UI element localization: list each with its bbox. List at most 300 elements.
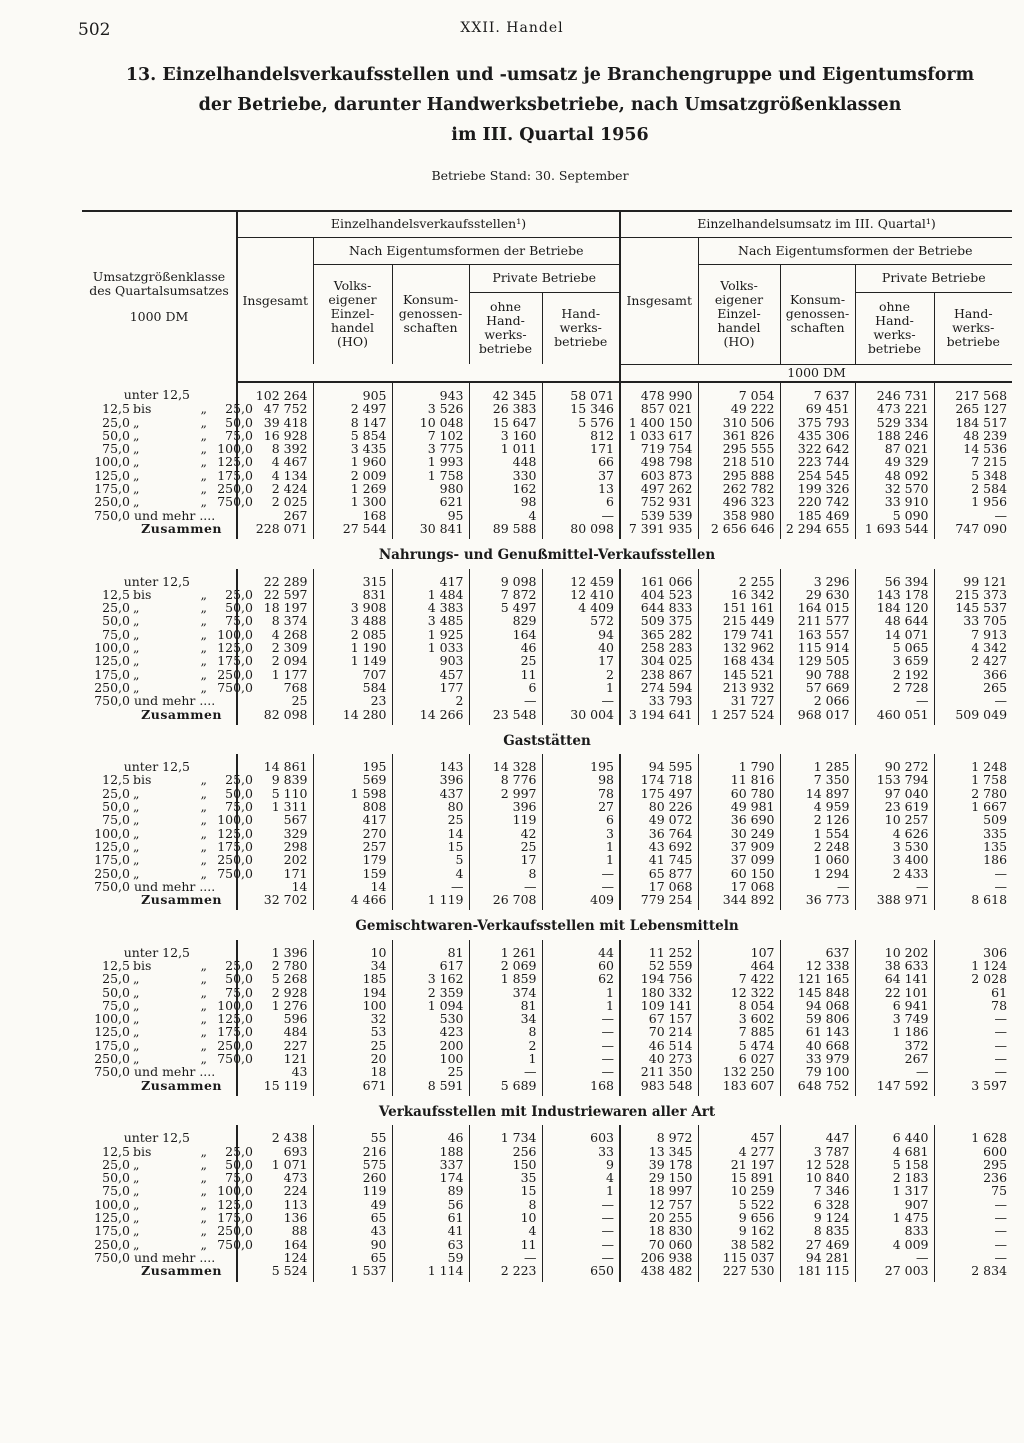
cell-insgesamt: 25 xyxy=(237,694,313,707)
cell-konsum: 80 xyxy=(392,800,469,813)
header-text: werks- xyxy=(484,327,527,343)
cell-umsatz-ohne-handwerk: 49 329 xyxy=(855,455,934,468)
cell-insgesamt: 2 094 xyxy=(237,654,313,667)
table-row xyxy=(82,668,1012,681)
cell-umsatz-handwerk: 184 517 xyxy=(934,416,1012,429)
cell-umsatz-konsum: 10 840 xyxy=(780,1171,855,1184)
cell-handwerk: — xyxy=(542,1039,620,1052)
cell-insgesamt: 768 xyxy=(237,681,313,694)
cell-umsatz-konsum: 322 642 xyxy=(780,442,855,455)
cell-umsatz-handwerk: 1 248 xyxy=(934,754,1012,773)
cell-handwerk: 37 xyxy=(542,469,620,482)
cell-umsatz-handwerk: 335 xyxy=(934,827,1012,840)
label-from: 750,0 xyxy=(94,1064,130,1080)
cell-umsatz-volkseigen: 17 068 xyxy=(698,880,780,893)
row-label-unit: 1000 DM xyxy=(129,309,189,324)
size-class-label xyxy=(82,1011,253,1027)
cell-umsatz-ohne-handwerk: 3 530 xyxy=(855,840,934,853)
label-from: 50,0 xyxy=(102,613,130,629)
header-verkaufsstellen: Einzelhandelsverkaufsstellen¹) xyxy=(237,211,620,237)
cell-umsatz-insgesamt: 70 060 xyxy=(620,1238,698,1251)
cell-ohne-handwerk: 8 xyxy=(469,1198,542,1211)
cell-umsatz-konsum: 69 451 xyxy=(780,402,855,415)
table-row-total xyxy=(82,522,1012,539)
header-text: Hand- xyxy=(875,313,914,328)
size-class-label xyxy=(82,893,237,910)
cell-insgesamt: 267 xyxy=(237,509,313,522)
cell-umsatz-handwerk: 2 584 xyxy=(934,482,1012,495)
cell-umsatz-insgesamt: 17 068 xyxy=(620,880,698,893)
cell-insgesamt: 2 025 xyxy=(237,495,313,508)
cell-volkseigen: 1 269 xyxy=(313,482,392,495)
title-line-1: 13. Einzelhandelsverkaufsstellen und -umsatz je Branchengruppe und Eigentumsform xyxy=(125,65,975,85)
cell-volkseigen: 1 598 xyxy=(313,787,392,800)
label-from: 75,0 xyxy=(102,1183,130,1199)
table-row xyxy=(82,1171,1012,1184)
label-bis: „ xyxy=(133,785,140,801)
cell-umsatz-konsum: 254 545 xyxy=(780,469,855,482)
cell-umsatz-volkseigen: 213 932 xyxy=(698,681,780,694)
section-title: Gemischtwaren-Verkaufsstellen mit Lebensmitteln xyxy=(355,918,739,935)
label-bis: bis xyxy=(133,1143,152,1159)
cell-konsum: 89 xyxy=(392,1184,469,1197)
cell-volkseigen: 569 xyxy=(313,773,392,786)
cell-umsatz-ohne-handwerk: 2 433 xyxy=(855,867,934,880)
cell-umsatz-insgesamt: 497 262 xyxy=(620,482,698,495)
label-zusammen: Zusammen xyxy=(141,1077,222,1093)
cell-ohne-handwerk: 89 588 xyxy=(469,522,542,539)
cell-insgesamt: 228 071 xyxy=(237,522,313,539)
cell-umsatz-ohne-handwerk: 1 317 xyxy=(855,1184,934,1197)
cell-umsatz-konsum: 7 346 xyxy=(780,1184,855,1197)
label-to: 75,0 xyxy=(225,613,253,629)
cell-handwerk: 66 xyxy=(542,455,620,468)
cell-umsatz-volkseigen: 16 342 xyxy=(698,588,780,601)
header-text: betriebe xyxy=(867,341,922,356)
cell-umsatz-insgesamt: 194 756 xyxy=(620,972,698,985)
cell-insgesamt: 1 071 xyxy=(237,1158,313,1171)
cell-ohne-handwerk: 81 xyxy=(469,999,542,1012)
cell-handwerk: 6 xyxy=(542,813,620,826)
cell-volkseigen: 3 435 xyxy=(313,442,392,455)
cell-konsum: 25 xyxy=(392,1065,469,1078)
cell-volkseigen: 808 xyxy=(313,800,392,813)
label-to: 25,0 xyxy=(225,957,253,973)
cell-umsatz-handwerk: 33 705 xyxy=(934,614,1012,627)
cell-umsatz-volkseigen: 49 981 xyxy=(698,800,780,813)
cell-umsatz-ohne-handwerk: 5 065 xyxy=(855,641,934,654)
cell-umsatz-handwerk: — xyxy=(934,1065,1012,1078)
table-row xyxy=(82,880,1012,893)
size-class-label xyxy=(82,1143,253,1159)
label-ditto: „ xyxy=(200,653,207,669)
cell-volkseigen: 270 xyxy=(313,827,392,840)
cell-umsatz-konsum: 223 744 xyxy=(780,455,855,468)
header-text: genossen- xyxy=(785,306,850,321)
cell-umsatz-konsum: 637 xyxy=(780,940,855,959)
cell-umsatz-handwerk: 509 049 xyxy=(934,708,1012,725)
label-zusammen: Zusammen xyxy=(141,706,222,722)
label-from: 25,0 xyxy=(102,414,130,430)
cell-umsatz-insgesamt: 175 497 xyxy=(620,787,698,800)
cell-ohne-handwerk: 119 xyxy=(469,813,542,826)
cell-umsatz-volkseigen: 361 826 xyxy=(698,429,780,442)
cell-umsatz-volkseigen: 132 962 xyxy=(698,641,780,654)
cell-umsatz-handwerk: — xyxy=(934,1025,1012,1038)
section-title: Gaststätten xyxy=(503,732,591,749)
label-from: 250,0 xyxy=(94,1051,130,1067)
cell-umsatz-konsum: 12 528 xyxy=(780,1158,855,1171)
cell-volkseigen: 257 xyxy=(313,840,392,853)
cell-konsum: 63 xyxy=(392,1238,469,1251)
cell-umsatz-volkseigen: 11 816 xyxy=(698,773,780,786)
cell-handwerk: — xyxy=(542,1238,620,1251)
cell-umsatz-handwerk: 600 xyxy=(934,1145,1012,1158)
label-bis: „ xyxy=(133,626,140,642)
running-head: XXII. Handel xyxy=(460,20,564,36)
table-row xyxy=(82,1125,1012,1144)
cell-konsum: 143 xyxy=(392,754,469,773)
cell-umsatz-insgesamt: 43 692 xyxy=(620,840,698,853)
label-ditto: „ xyxy=(200,626,207,642)
cell-umsatz-ohne-handwerk: 388 971 xyxy=(855,893,934,910)
cell-umsatz-insgesamt: 7 391 935 xyxy=(620,522,698,539)
label-to: 750,0 xyxy=(217,1236,253,1252)
cell-volkseigen: 49 xyxy=(313,1198,392,1211)
cell-umsatz-handwerk: 509 xyxy=(934,813,1012,826)
cell-umsatz-handwerk: 747 090 xyxy=(934,522,1012,539)
cell-umsatz-ohne-handwerk: 97 040 xyxy=(855,787,934,800)
size-class-label xyxy=(82,838,253,854)
cell-umsatz-insgesamt: 752 931 xyxy=(620,495,698,508)
cell-umsatz-konsum: 36 773 xyxy=(780,893,855,910)
cell-volkseigen: 707 xyxy=(313,668,392,681)
label-bis: „ xyxy=(133,1196,140,1212)
cell-volkseigen: 14 280 xyxy=(313,708,392,725)
cell-umsatz-ohne-handwerk: 23 619 xyxy=(855,800,934,813)
cell-umsatz-konsum: 185 469 xyxy=(780,509,855,522)
table-row xyxy=(82,1025,1012,1038)
cell-umsatz-volkseigen: 115 037 xyxy=(698,1251,780,1264)
cell-umsatz-volkseigen: 151 161 xyxy=(698,601,780,614)
cell-ohne-handwerk: 11 xyxy=(469,1238,542,1251)
cell-umsatz-konsum: 2 294 655 xyxy=(780,522,855,539)
cell-umsatz-volkseigen: 107 xyxy=(698,940,780,959)
cell-handwerk: 3 xyxy=(542,827,620,840)
cell-umsatz-konsum: 1 060 xyxy=(780,853,855,866)
cell-konsum: 14 xyxy=(392,827,469,840)
cell-umsatz-handwerk: 7 215 xyxy=(934,455,1012,468)
size-class-label xyxy=(82,1024,253,1040)
size-class-label xyxy=(82,509,237,522)
label-bis: „ xyxy=(133,799,140,815)
cell-umsatz-insgesamt: 94 595 xyxy=(620,754,698,773)
size-class-label xyxy=(82,586,253,602)
table-row xyxy=(82,1039,1012,1052)
table-row xyxy=(82,509,1012,522)
cell-konsum: 177 xyxy=(392,681,469,694)
cell-umsatz-ohne-handwerk: 4 009 xyxy=(855,1238,934,1251)
cell-ohne-handwerk: 17 xyxy=(469,853,542,866)
cell-volkseigen: 1 190 xyxy=(313,641,392,654)
cell-konsum: 423 xyxy=(392,1025,469,1038)
cell-umsatz-insgesamt: 180 332 xyxy=(620,986,698,999)
cell-umsatz-ohne-handwerk: 4 626 xyxy=(855,827,934,840)
label-to: 50,0 xyxy=(225,1156,253,1172)
header-text: betriebe xyxy=(946,334,1000,349)
cell-umsatz-handwerk: — xyxy=(934,1211,1012,1224)
cell-umsatz-konsum: 90 788 xyxy=(780,668,855,681)
cell-umsatz-insgesamt: 719 754 xyxy=(620,442,698,455)
label-bis: „ xyxy=(133,997,140,1013)
header-konsum-left xyxy=(392,264,469,364)
cell-volkseigen: 23 xyxy=(313,694,392,707)
label-to: 50,0 xyxy=(225,971,253,987)
cell-ohne-handwerk: 448 xyxy=(469,455,542,468)
cell-umsatz-ohne-handwerk: 27 003 xyxy=(855,1264,934,1281)
cell-umsatz-volkseigen: 145 521 xyxy=(698,668,780,681)
cell-handwerk: — xyxy=(542,1025,620,1038)
label-bis: „ xyxy=(133,838,140,854)
cell-umsatz-handwerk: 135 xyxy=(934,840,1012,853)
label-ditto: „ xyxy=(200,1223,207,1239)
header-insgesamt-right: Insgesamt xyxy=(620,237,698,364)
header-nach-eigentumsformen-right: Nach Eigentumsformen der Betriebe xyxy=(698,237,1012,264)
cell-umsatz-ohne-handwerk: 267 xyxy=(855,1052,934,1065)
cell-handwerk: — xyxy=(542,1224,620,1237)
size-class-label xyxy=(82,694,237,707)
label-from: 750,0 xyxy=(94,878,130,894)
label-to: 75,0 xyxy=(225,1170,253,1186)
cell-umsatz-ohne-handwerk: 529 334 xyxy=(855,416,934,429)
cell-konsum: 2 xyxy=(392,694,469,707)
cell-umsatz-ohne-handwerk: 6 941 xyxy=(855,999,934,1012)
cell-umsatz-insgesamt: 41 745 xyxy=(620,853,698,866)
label-bis: „ xyxy=(133,467,140,483)
header-text: genossen- xyxy=(398,306,463,322)
cell-volkseigen: 18 xyxy=(313,1065,392,1078)
cell-insgesamt: 18 197 xyxy=(237,601,313,614)
cell-umsatz-konsum: 220 742 xyxy=(780,495,855,508)
label-zusammen: Zusammen xyxy=(141,520,222,536)
cell-umsatz-ohne-handwerk: 38 633 xyxy=(855,959,934,972)
label-ditto: „ xyxy=(200,1196,207,1212)
cell-konsum: 417 xyxy=(392,569,469,588)
stand-note: Betriebe Stand: 30. September xyxy=(431,168,629,183)
size-class-label xyxy=(82,569,237,588)
label-from: 75,0 xyxy=(102,997,130,1013)
label-ditto: „ xyxy=(200,1236,207,1252)
cell-umsatz-konsum: 1 285 xyxy=(780,754,855,773)
label-to: 75,0 xyxy=(225,427,253,443)
table-row-total xyxy=(82,1264,1012,1281)
cell-ohne-handwerk: 25 xyxy=(469,840,542,853)
table-row xyxy=(82,569,1012,588)
cell-umsatz-konsum: 79 100 xyxy=(780,1065,855,1078)
label-ditto: „ xyxy=(200,1011,207,1027)
cell-handwerk: — xyxy=(542,1211,620,1224)
cell-umsatz-handwerk: — xyxy=(934,1224,1012,1237)
label-to: 175,0 xyxy=(217,467,253,483)
cell-umsatz-konsum: 115 914 xyxy=(780,641,855,654)
table-row xyxy=(82,773,1012,786)
size-class-label xyxy=(82,1037,253,1053)
cell-insgesamt: 121 xyxy=(237,1052,313,1065)
cell-konsum: 1 094 xyxy=(392,999,469,1012)
cell-insgesamt: 1 177 xyxy=(237,668,313,681)
table-row xyxy=(82,455,1012,468)
cell-konsum: 1 119 xyxy=(392,893,469,910)
cell-insgesamt: 202 xyxy=(237,853,313,866)
cell-konsum: 5 xyxy=(392,853,469,866)
cell-umsatz-handwerk: 1 667 xyxy=(934,800,1012,813)
cell-umsatz-insgesamt: 12 757 xyxy=(620,1198,698,1211)
size-class-label xyxy=(82,522,237,539)
cell-ohne-handwerk: 3 160 xyxy=(469,429,542,442)
cell-umsatz-ohne-handwerk: 10 257 xyxy=(855,813,934,826)
label-bis: bis xyxy=(133,772,152,788)
cell-umsatz-handwerk: 217 568 xyxy=(934,382,1012,402)
cell-ohne-handwerk: 11 xyxy=(469,668,542,681)
label-unter: unter 12,5 xyxy=(123,944,190,960)
cell-umsatz-konsum: 7 637 xyxy=(780,382,855,402)
cell-ohne-handwerk: 374 xyxy=(469,986,542,999)
cell-umsatz-handwerk: 215 373 xyxy=(934,588,1012,601)
header-nach-eigentumsformen-left: Nach Eigentumsformen der Betriebe xyxy=(313,237,620,264)
label-to: 250,0 xyxy=(217,481,253,497)
header-text: handel xyxy=(331,320,374,336)
label-to: 100,0 xyxy=(217,441,253,457)
label-bis: „ xyxy=(133,494,140,510)
cell-insgesamt: 567 xyxy=(237,813,313,826)
cell-umsatz-ohne-handwerk: 2 192 xyxy=(855,668,934,681)
label-bis: „ xyxy=(133,679,140,695)
cell-konsum: 4 383 xyxy=(392,601,469,614)
cell-umsatz-handwerk: 78 xyxy=(934,999,1012,1012)
cell-umsatz-handwerk: 295 xyxy=(934,1158,1012,1171)
cell-umsatz-volkseigen: 8 054 xyxy=(698,999,780,1012)
cell-umsatz-insgesamt: 13 345 xyxy=(620,1145,698,1158)
cell-umsatz-konsum: 4 959 xyxy=(780,800,855,813)
label-ditto: „ xyxy=(200,401,207,417)
cell-handwerk: 5 576 xyxy=(542,416,620,429)
cell-ohne-handwerk: 46 xyxy=(469,641,542,654)
cell-umsatz-konsum: 40 668 xyxy=(780,1039,855,1052)
cell-volkseigen: 5 854 xyxy=(313,429,392,442)
cell-ohne-handwerk: 2 997 xyxy=(469,787,542,800)
cell-umsatz-ohne-handwerk: 3 400 xyxy=(855,853,934,866)
label-ditto: „ xyxy=(200,997,207,1013)
label-bis: „ xyxy=(133,441,140,457)
label-from: 125,0 xyxy=(94,1024,130,1040)
cell-umsatz-ohne-handwerk: 33 910 xyxy=(855,495,934,508)
cell-umsatz-konsum: 2 126 xyxy=(780,813,855,826)
label-from: 50,0 xyxy=(102,1170,130,1186)
cell-umsatz-ohne-handwerk: 1 475 xyxy=(855,1211,934,1224)
cell-konsum: 1 993 xyxy=(392,455,469,468)
label-to: 750,0 xyxy=(217,865,253,881)
table-row xyxy=(82,442,1012,455)
label-to: 125,0 xyxy=(217,1196,253,1212)
cell-konsum: 3 485 xyxy=(392,614,469,627)
cell-umsatz-volkseigen: 49 222 xyxy=(698,402,780,415)
cell-umsatz-konsum: 57 669 xyxy=(780,681,855,694)
header-text: schaften xyxy=(790,320,845,335)
table-row xyxy=(82,482,1012,495)
table-title xyxy=(100,60,1000,150)
cell-umsatz-insgesamt: 70 214 xyxy=(620,1025,698,1038)
cell-insgesamt: 5 110 xyxy=(237,787,313,800)
cell-umsatz-ohne-handwerk: 1 186 xyxy=(855,1025,934,1038)
table-row xyxy=(82,601,1012,614)
size-class-label xyxy=(82,997,253,1013)
header-text: werks- xyxy=(559,320,602,336)
label-ditto: „ xyxy=(200,971,207,987)
cell-umsatz-handwerk: 3 597 xyxy=(934,1079,1012,1096)
label-to: 750,0 xyxy=(217,494,253,510)
label-from: 12,5 xyxy=(102,1143,130,1159)
label-to: 250,0 xyxy=(217,1037,253,1053)
cell-umsatz-insgesamt: 498 798 xyxy=(620,455,698,468)
cell-ohne-handwerk: 26 708 xyxy=(469,893,542,910)
size-class-label xyxy=(82,971,253,987)
cell-insgesamt: 2 928 xyxy=(237,986,313,999)
label-from: 25,0 xyxy=(102,785,130,801)
label-from: 25,0 xyxy=(102,600,130,616)
label-bis: „ xyxy=(133,1210,140,1226)
cell-handwerk: 4 409 xyxy=(542,601,620,614)
table-row xyxy=(82,800,1012,813)
cell-umsatz-ohne-handwerk: 460 051 xyxy=(855,708,934,725)
label-ditto: „ xyxy=(200,799,207,815)
cell-insgesamt: 298 xyxy=(237,840,313,853)
cell-umsatz-volkseigen: 31 727 xyxy=(698,694,780,707)
cell-handwerk: 62 xyxy=(542,972,620,985)
label-ditto: „ xyxy=(200,467,207,483)
cell-handwerk: — xyxy=(542,509,620,522)
cell-insgesamt: 136 xyxy=(237,1211,313,1224)
cell-umsatz-ohne-handwerk: 153 794 xyxy=(855,773,934,786)
cell-handwerk: 12 410 xyxy=(542,588,620,601)
cell-konsum: 14 266 xyxy=(392,708,469,725)
header-text: Hand- xyxy=(561,306,601,322)
header-text: eigener xyxy=(328,292,377,308)
size-class-label xyxy=(82,600,253,616)
size-class-label xyxy=(82,441,253,457)
cell-umsatz-insgesamt: 603 873 xyxy=(620,469,698,482)
label-bis: „ xyxy=(133,1011,140,1027)
size-class-label xyxy=(82,382,237,402)
cell-umsatz-volkseigen: 37 909 xyxy=(698,840,780,853)
cell-handwerk: — xyxy=(542,1251,620,1264)
cell-handwerk: 40 xyxy=(542,641,620,654)
cell-umsatz-handwerk: 48 239 xyxy=(934,429,1012,442)
cell-umsatz-handwerk: 265 xyxy=(934,681,1012,694)
cell-umsatz-konsum: 163 557 xyxy=(780,628,855,641)
cell-umsatz-konsum: 3 296 xyxy=(780,569,855,588)
cell-konsum: 46 xyxy=(392,1125,469,1144)
label-to: 25,0 xyxy=(225,1143,253,1159)
size-class-label xyxy=(82,1156,253,1172)
table-row xyxy=(82,429,1012,442)
cell-umsatz-ohne-handwerk: 56 394 xyxy=(855,569,934,588)
cell-ohne-handwerk: 829 xyxy=(469,614,542,627)
size-class-label xyxy=(82,481,253,497)
label-und-mehr: und mehr .... xyxy=(134,878,216,894)
cell-insgesamt: 124 xyxy=(237,1251,313,1264)
cell-volkseigen: 831 xyxy=(313,588,392,601)
cell-konsum: 15 xyxy=(392,840,469,853)
